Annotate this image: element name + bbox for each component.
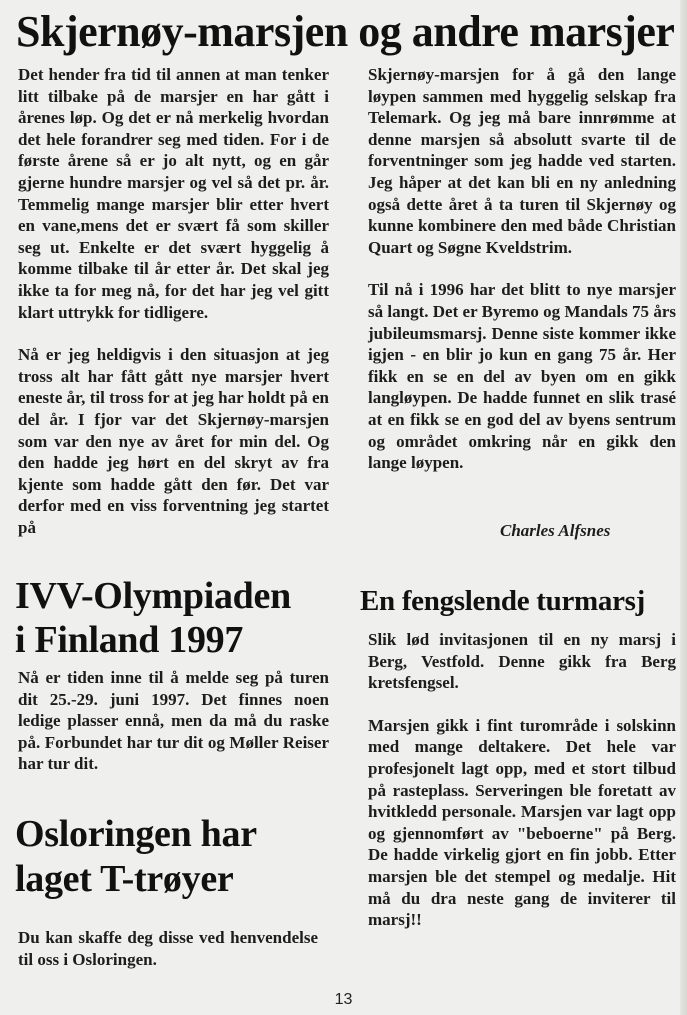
ivv-olympiaden-heading-line-1: IVV-Olympiaden <box>15 575 291 617</box>
ivv-olympiaden-heading-line-2: i Finland 1997 <box>15 619 244 661</box>
article1-paragraph-2: Nå er jeg heldigvis i den situasjon at jeg tross alt har fått gått nye marsjer hvert eneste år, til tross for at jeg har holdt på en del år. I fjor var det Skjernøy-marsjen som var den nye av året for min del. Og den hadde jeg hørt en del skryt av fra kjente som hadde gått den før. Det var derfor med en viss forventning jeg startet på <box>18 345 329 537</box>
article1-paragraph-3: Skjernøy-marsjen for å gå den lange løypen sammen med hyggelig selskap fra Telemark. Og jeg må bare innrømme at denne marsjen så absolutt svarte til de forventninger som jeg hadde ved starten. Jeg håper at det kan bli en ny anledning også dette året å ta turen til Skjernøy og kunne kombinere den med både Christian Quart og Søgne Kveldstrim. <box>368 65 676 257</box>
osloringen-column <box>18 927 318 970</box>
turmarsj-paragraph-1: Slik lød invitasjonen til en ny marsj i Berg, Vestfold. Denne gikk fra Berg kretsfengsel. <box>368 630 676 693</box>
page-edge-shadow <box>680 0 687 1015</box>
page-title: Skjernøy-marsjen og andre marsjer <box>16 7 675 56</box>
osloringen-heading-line-1: Osloringen har <box>15 813 257 855</box>
article1-right-column <box>368 64 676 474</box>
article1-paragraph-1: Det hender fra tid til annen at man tenker litt tilbake på de marsjer en har gått i årenes løp. Og det er nå merkelig hvordan det hele forandrer seg med tiden. For i de første årene så er jo alt nytt, og en går gjerne hundre marsjer og vel så det pr. år. Temmelig mange marsjer blir etter hvert en vane,mens det er svært få som skiller seg ut. Enkelte er det svært hyggelig å komme tilbake til år etter år. Det skal jeg ikke ta for meg nå, for det har jeg vel gitt klart uttrykk for tidligere. <box>18 65 329 322</box>
turmarsj-heading: En fengslende turmarsj <box>360 585 646 617</box>
article1-left-column <box>18 64 329 538</box>
osloringen-paragraph: Du kan skaffe deg disse ved henvendelse til oss i Osloringen. <box>18 928 318 969</box>
turmarsj-paragraph-2: Marsjen gikk i fint turområde i solskinn med mange deltakere. Det hele var profesjonelt lagt opp, med et stort tilbud på rasteplass. Serveringen ble foretatt av hvitkledd personale. Marsjen var lagt opp og gjennomført av "beboerne" på Berg. De hadde virkelig gjort en fin jobb. Etter marsjen ble det stempel og medalje. Hit må du dra neste gang de inviterer til marsj!! <box>368 715 676 930</box>
ivv-olympiaden-paragraph: Nå er tiden inne til å melde seg på turen dit 25.-29. juni 1997. Det finnes noen ledige plasser ennå, men da må du raske på. Forbundet har tur dit og Møller Reiser har tur dit. <box>18 668 329 774</box>
osloringen-heading-line-2: laget T-trøyer <box>15 858 234 900</box>
turmarsj-column <box>368 629 676 931</box>
page-number: 13 <box>334 991 353 1008</box>
author-signature: Charles Alfsnes <box>500 521 611 540</box>
ivv-olympiaden-column <box>18 667 329 775</box>
article1-paragraph-4: Til nå i 1996 har det blitt to nye marsjer så langt. Det er Byremo og Mandals 75 års jubileumsmarsj. Denne siste kommer ikke igjen - en blir jo kun en gang 75 år. Her fikk en se en del av byen om en gikk langløypen. De hadde funnet en slik trasé at en fikk se en god del av byens sentrum og området omkring når en gikk den lange løypen. <box>368 280 676 473</box>
